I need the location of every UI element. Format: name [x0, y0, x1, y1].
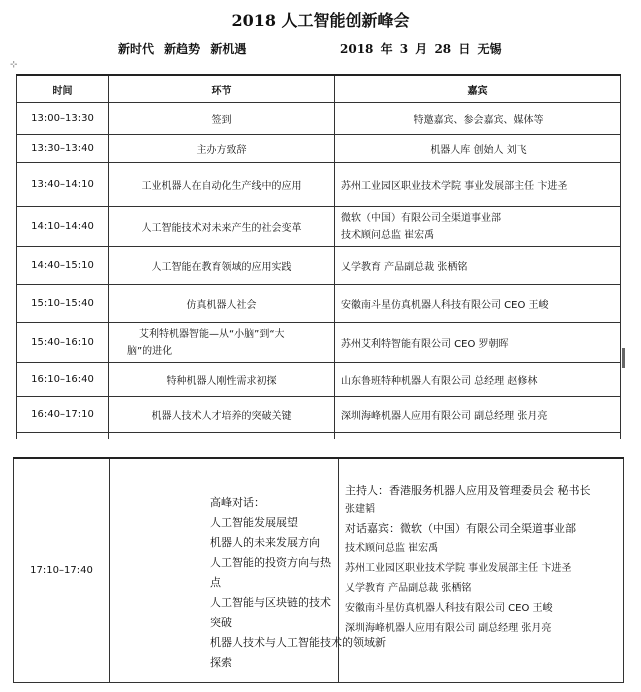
- panel-topic-line: 高峰对话：: [210, 496, 265, 509]
- header-time: 时间: [17, 75, 109, 103]
- panel-discussion-table: [13, 457, 624, 683]
- table-header-row: [17, 75, 621, 103]
- panel-topic-line: 人工智能与区块链的技术突破: [210, 596, 331, 629]
- panel-guests-line: 安徽南斗星仿真机器人科技有限公司 CEO 王峻: [345, 603, 553, 614]
- row-time: 14:10–14:40: [17, 207, 109, 247]
- row-guests-line: 微软（中国）有限公司全渠道事业部: [341, 212, 501, 224]
- header-guests: 嘉宾: [335, 75, 621, 103]
- table-row: [17, 397, 621, 433]
- row-time: 13:40–14:10: [17, 163, 109, 207]
- row-time: 14:40–15:10: [17, 247, 109, 285]
- panel-topic-line: 探索: [210, 656, 232, 669]
- row-guests-line: 技术顾问总监 崔宏禹: [341, 229, 435, 241]
- row-segment: 人工智能技术对未来产生的社会变革: [109, 207, 335, 247]
- page-edge-marker: [622, 348, 625, 368]
- table-row: [17, 285, 621, 323]
- panel-time: 17:10–17:40: [14, 458, 110, 682]
- panel-guests-line: 技术顾问总监 崔宏禹: [345, 543, 439, 554]
- row-segment: 人工智能在教育领域的应用实践: [109, 247, 335, 285]
- panel-topic-line: 人工智能发展展望: [210, 516, 298, 529]
- panel-row: [14, 458, 624, 682]
- row-time: 16:10–16:40: [17, 363, 109, 397]
- table-row: [17, 323, 621, 363]
- header-segment: 环节: [109, 75, 335, 103]
- panel-guests-line: 乂学教育 产品副总裁 张栖铭: [345, 583, 472, 594]
- table-row-spacer: [17, 433, 621, 439]
- row-segment: 特种机器人刚性需求初探: [109, 363, 335, 397]
- row-segment-line: 艾利特机器智能—从“小脑”到“大: [139, 328, 285, 340]
- row-time: 13:00–13:30: [17, 103, 109, 135]
- panel-guests-line: 苏州工业园区职业技术学院 事业发展部主任 卞进圣: [345, 563, 572, 574]
- panel-guests-line: 张建韬: [345, 504, 375, 515]
- table-row: [17, 363, 621, 397]
- panel-topic-line: 机器人的未来发展方向: [210, 536, 320, 549]
- panel-guests-line: 对话嘉宾：微软（中国）有限公司全渠道事业部: [345, 522, 576, 535]
- table-move-handle-icon[interactable]: ⊹: [10, 60, 18, 70]
- row-guests: 山东鲁班特种机器人有限公司 总经理 赵修林: [335, 363, 621, 397]
- row-guests: [335, 207, 621, 247]
- event-themes: 新时代 新趋势 新机遇: [118, 42, 247, 56]
- row-time: 13:30–13:40: [17, 135, 109, 163]
- row-segment: 机器人技术人才培养的突破关键: [109, 397, 335, 433]
- panel-guests-line: 深圳海峰机器人应用有限公司 副总经理 张月亮: [345, 623, 552, 634]
- row-guests: 乂学教育 产品副总裁 张栖铭: [335, 247, 621, 285]
- row-time: 15:40–16:10: [17, 323, 109, 363]
- page-title: 2018 人工智能创新峰会: [231, 11, 410, 30]
- row-segment: 仿真机器人社会: [109, 285, 335, 323]
- row-guests: 机器人库 创始人 刘飞: [335, 135, 621, 163]
- schedule-table: [16, 74, 621, 439]
- table-row: [17, 163, 621, 207]
- row-segment: 签到: [109, 103, 335, 135]
- row-guests: 特邀嘉宾、参会嘉宾、媒体等: [335, 103, 621, 135]
- table-row: [17, 103, 621, 135]
- panel-topic-line: 机器人技术与人工智能技术的领域新: [210, 636, 386, 649]
- row-guests: 安徽南斗星仿真机器人科技有限公司 CEO 王峻: [335, 285, 621, 323]
- row-guests: 苏州艾利特智能有限公司 CEO 罗朝晖: [335, 323, 621, 363]
- row-segment: 主办方致辞: [109, 135, 335, 163]
- row-guests: 苏州工业园区职业技术学院 事业发展部主任 卞进圣: [335, 163, 621, 207]
- panel-topic-line: 人工智能的投资方向与热点: [210, 556, 331, 589]
- row-segment-line: 脑”的进化: [127, 345, 173, 357]
- row-segment: 工业机器人在自动化生产线中的应用: [109, 163, 335, 207]
- event-date-location: 2018 年 3 月 28 日 无锡: [340, 42, 502, 56]
- row-time: 15:10–15:40: [17, 285, 109, 323]
- table-row: [17, 207, 621, 247]
- table-row: [17, 135, 621, 163]
- row-guests: 深圳海峰机器人应用有限公司 副总经理 张月亮: [335, 397, 621, 433]
- panel-guests-line: 主持人：香港服务机器人应用及管理委员会 秘书长: [345, 484, 591, 497]
- row-time: 16:40–17:10: [17, 397, 109, 433]
- table-row: [17, 247, 621, 285]
- row-segment: [109, 323, 335, 363]
